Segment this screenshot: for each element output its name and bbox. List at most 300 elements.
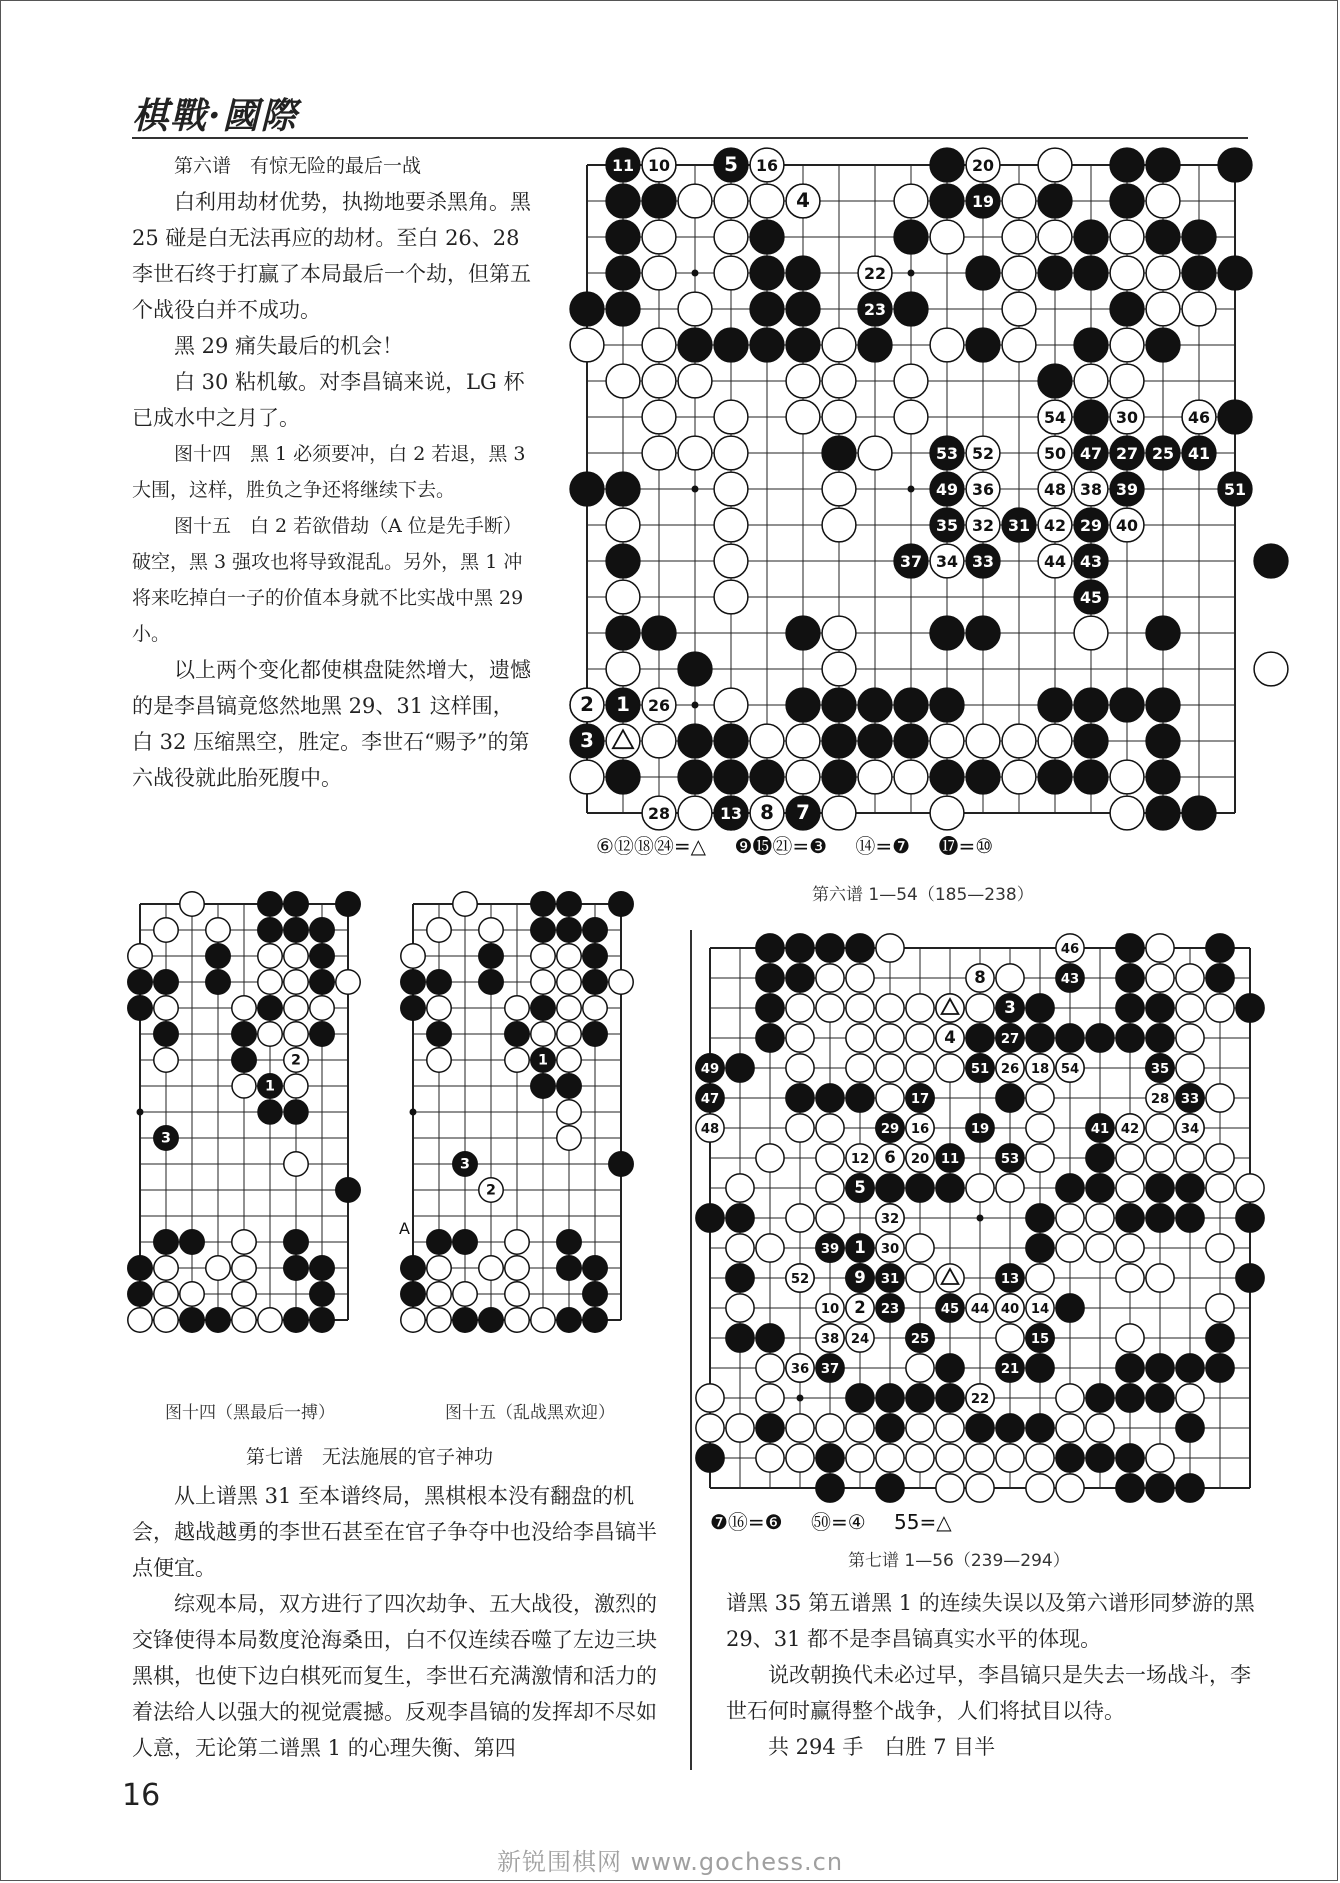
white-stone (726, 1414, 754, 1442)
white-stone (258, 944, 282, 968)
white-stone (401, 944, 425, 968)
white-stone (606, 364, 640, 398)
black-stone (310, 970, 334, 994)
black-stone (531, 996, 555, 1020)
black-stone (1182, 796, 1216, 830)
white-stone (930, 724, 964, 758)
black-stone (858, 688, 892, 722)
black-stone (822, 436, 856, 470)
move-number: 30 (880, 1242, 900, 1258)
white-stone (936, 1054, 964, 1082)
white-stone (180, 892, 204, 916)
move-number: 38 (1079, 480, 1103, 500)
black-stone (1146, 328, 1180, 362)
white-stone (531, 944, 555, 968)
section7-heading: 第七谱 无法施展的官子神功 (246, 1446, 494, 1468)
black-stone (583, 944, 607, 968)
black-stone (1182, 256, 1216, 290)
star-point (692, 486, 699, 493)
go-board-figure-14 (132, 892, 392, 1382)
move-number: 37 (899, 552, 923, 572)
white-stone (570, 760, 604, 794)
black-stone (1218, 148, 1252, 182)
move-number: 26 (1000, 1062, 1020, 1078)
white-stone (966, 724, 1000, 758)
move-number: 22 (970, 1392, 990, 1408)
white-stone (642, 328, 676, 362)
white-stone (714, 400, 748, 434)
black-stone (786, 688, 820, 722)
black-stone (180, 1308, 204, 1332)
white-stone (822, 472, 856, 506)
black-stone (726, 1054, 754, 1082)
black-stone (936, 1174, 964, 1202)
move-number: 31 (1007, 516, 1031, 536)
white-stone (930, 328, 964, 362)
black-stone (936, 1384, 964, 1412)
white-stone (427, 1308, 451, 1332)
move-number: 46 (1060, 942, 1080, 958)
white-stone (786, 1114, 814, 1142)
white-stone (453, 1282, 477, 1306)
white-stone (154, 918, 178, 942)
white-stone (816, 994, 844, 1022)
move-number: 36 (971, 480, 995, 500)
black-stone (966, 256, 1000, 290)
white-stone (966, 1444, 994, 1472)
move-number: 43 (1079, 552, 1103, 572)
black-stone (726, 1264, 754, 1292)
black-stone (1056, 1294, 1084, 1322)
white-stone (678, 184, 712, 218)
black-stone (557, 1256, 581, 1280)
black-stone (1176, 1204, 1204, 1232)
black-stone (1146, 148, 1180, 182)
white-stone (642, 364, 676, 398)
white-stone (505, 1048, 529, 1072)
move-number: 48 (700, 1122, 720, 1138)
move-number: 41 (1090, 1122, 1110, 1138)
black-stone (756, 934, 784, 962)
black-stone (750, 256, 784, 290)
white-stone (1206, 1234, 1234, 1262)
black-stone (786, 934, 814, 962)
page-number: 16 (122, 1778, 161, 1813)
white-stone (750, 184, 784, 218)
move-number: 29 (880, 1122, 900, 1138)
white-stone (1026, 1444, 1054, 1472)
section6-paragraph: 图十五 白 2 若欲借劫（A 位是先手断）破空，黑 3 强攻也将导致混乱。另外，黑 1 冲将来吃掉白一子的价值本身就不比实战中黑 29 小。 (132, 515, 524, 645)
black-stone (1146, 220, 1180, 254)
move-number: 24 (850, 1332, 870, 1348)
black-stone (1026, 994, 1054, 1022)
white-stone (786, 724, 820, 758)
black-stone (894, 688, 928, 722)
board6-note: ❾⓯㉑=❸ (734, 834, 828, 858)
black-stone (756, 964, 784, 992)
white-stone (180, 1282, 204, 1306)
move-number: 54 (1043, 408, 1067, 428)
black-stone (606, 292, 640, 326)
white-stone (232, 1256, 256, 1280)
white-stone (557, 996, 581, 1020)
white-stone (557, 970, 581, 994)
section7-text (132, 1478, 662, 1766)
white-stone (816, 1414, 844, 1442)
white-stone (756, 1444, 784, 1472)
white-stone (816, 1174, 844, 1202)
black-stone (505, 1022, 529, 1046)
black-stone (128, 996, 152, 1020)
star-point (908, 270, 915, 277)
white-stone (232, 1308, 256, 1332)
black-stone (966, 1024, 994, 1052)
black-stone (966, 616, 1000, 650)
black-stone (531, 1074, 555, 1098)
white-stone (1056, 1384, 1084, 1412)
white-stone (1002, 328, 1036, 362)
watermark: 新锐围棋网 www.gochess.cn (496, 1848, 844, 1876)
black-stone (310, 944, 334, 968)
black-stone (750, 220, 784, 254)
move-number: 2 (580, 693, 594, 717)
black-stone (1074, 688, 1108, 722)
white-stone (714, 544, 748, 578)
black-stone (750, 328, 784, 362)
white-stone (258, 1022, 282, 1046)
black-stone (1074, 400, 1108, 434)
black-stone (310, 1282, 334, 1306)
move-number: 2 (486, 1182, 496, 1199)
white-stone (1206, 1084, 1234, 1112)
black-stone (642, 616, 676, 650)
black-stone (583, 970, 607, 994)
black-stone (876, 1384, 904, 1412)
white-stone (1026, 1084, 1054, 1112)
white-stone (756, 1384, 784, 1412)
black-stone (858, 724, 892, 758)
move-number: 54 (1060, 1062, 1080, 1078)
black-stone (846, 934, 874, 962)
white-stone (427, 1282, 451, 1306)
black-stone (1116, 1474, 1144, 1502)
white-stone (284, 944, 308, 968)
white-stone (930, 220, 964, 254)
move-number: 25 (1151, 444, 1175, 464)
black-stone (1038, 688, 1072, 722)
black-stone (427, 970, 451, 994)
black-stone (876, 1474, 904, 1502)
black-stone (310, 1308, 334, 1332)
white-stone (1002, 724, 1036, 758)
white-stone (232, 996, 256, 1020)
white-stone (1146, 1144, 1174, 1172)
black-stone (1026, 1024, 1054, 1052)
move-number: 47 (700, 1092, 720, 1108)
black-stone (479, 970, 503, 994)
white-stone (714, 220, 748, 254)
white-stone (284, 970, 308, 994)
black-stone (930, 148, 964, 182)
white-stone (1086, 1204, 1114, 1232)
black-stone (786, 256, 820, 290)
white-stone (846, 1054, 874, 1082)
black-stone (606, 256, 640, 290)
white-stone (258, 970, 282, 994)
black-stone (678, 328, 712, 362)
black-stone (401, 1256, 425, 1280)
white-stone (232, 1282, 256, 1306)
column-divider (690, 930, 692, 1770)
move-number: 19 (971, 192, 995, 212)
move-number: 30 (1115, 408, 1139, 428)
white-stone (1056, 1204, 1084, 1232)
black-stone (401, 970, 425, 994)
white-stone (206, 918, 230, 942)
section7-paragraph: 综观本局，双方进行了四次劫争、五大战役，激烈的交锋使得本局数度沧海桑田，白不仅连续吞噬了左边三块黑棋，也使下边白棋死而复生，李世石充满激情和活力的着法给人以强大的视觉震撼。反观李昌镐的发挥却不尽如人意，无论第二谱黑 1 的心理失衡、第四 (132, 1592, 657, 1760)
black-stone (1074, 760, 1108, 794)
white-stone (906, 1414, 934, 1442)
move-number: 6 (884, 1148, 896, 1168)
move-number: 1 (616, 693, 630, 717)
white-stone (1002, 256, 1036, 290)
move-number: 16 (755, 156, 779, 176)
move-number: 29 (1079, 516, 1103, 536)
black-stone (401, 996, 425, 1020)
section6-paragraph: 图十四 黑 1 必须要冲，白 2 若退，黑 3 大围，这样，胜负之争还将继续下去。 (132, 443, 526, 501)
white-stone (846, 1414, 874, 1442)
black-stone (570, 292, 604, 326)
black-stone (583, 1308, 607, 1332)
move-number: 52 (971, 444, 995, 464)
black-stone (427, 1022, 451, 1046)
black-stone (1026, 1204, 1054, 1232)
white-stone (1146, 256, 1180, 290)
white-stone (966, 994, 994, 1022)
move-number: 19 (970, 1122, 990, 1138)
white-stone (894, 184, 928, 218)
white-stone (1002, 220, 1036, 254)
go-board-diagram-7 (700, 928, 1265, 1513)
white-stone (1116, 1234, 1144, 1262)
white-stone (1236, 1174, 1264, 1202)
move-number: 39 (1115, 480, 1139, 500)
move-number: 1 (265, 1078, 275, 1095)
move-number: 23 (880, 1302, 900, 1318)
white-stone (1056, 1474, 1084, 1502)
move-number: 42 (1043, 516, 1067, 536)
move-number: 13 (1000, 1272, 1020, 1288)
black-stone (1038, 364, 1072, 398)
black-stone (232, 1048, 256, 1072)
white-stone (1146, 1114, 1174, 1142)
black-stone (846, 1084, 874, 1112)
white-stone (1116, 1174, 1144, 1202)
black-stone (570, 472, 604, 506)
move-number: 45 (1079, 588, 1103, 608)
white-stone (906, 1024, 934, 1052)
move-number: 35 (1150, 1062, 1170, 1078)
white-stone (822, 400, 856, 434)
white-stone (726, 1234, 754, 1262)
black-stone (232, 1022, 256, 1046)
move-number: 37 (820, 1362, 840, 1378)
white-stone (714, 688, 748, 722)
white-stone (726, 1174, 754, 1202)
black-stone (786, 616, 820, 650)
white-stone (876, 1054, 904, 1082)
black-stone (1116, 994, 1144, 1022)
black-stone (894, 724, 928, 758)
white-stone (906, 1264, 934, 1292)
black-stone (258, 918, 282, 942)
star-point (410, 1109, 417, 1116)
black-stone (696, 1204, 724, 1232)
white-stone (1206, 1144, 1234, 1172)
white-stone (786, 1054, 814, 1082)
move-number: 3 (460, 1156, 470, 1173)
point-label: A (399, 1219, 410, 1238)
white-stone (1176, 964, 1204, 992)
white-stone (966, 1174, 994, 1202)
black-stone (154, 1022, 178, 1046)
white-stone (1146, 184, 1180, 218)
black-stone (154, 970, 178, 994)
black-stone (310, 1256, 334, 1280)
black-stone (180, 1230, 204, 1254)
black-stone (750, 292, 784, 326)
move-number: 11 (611, 156, 635, 176)
black-stone (606, 760, 640, 794)
white-stone (479, 1256, 503, 1280)
black-stone (206, 970, 230, 994)
white-stone (822, 616, 856, 650)
white-stone (505, 1282, 529, 1306)
fig14-caption: 图十四（黑最后一搏） (165, 1403, 335, 1423)
white-stone (606, 652, 640, 686)
black-stone (1182, 220, 1216, 254)
black-stone (1086, 1174, 1114, 1202)
black-stone (726, 1204, 754, 1232)
white-stone (786, 1204, 814, 1232)
white-stone (606, 508, 640, 542)
game-result: 共 294 手 白胜 7 目半 (768, 1735, 996, 1759)
move-number: 12 (850, 1152, 870, 1168)
black-stone (930, 760, 964, 794)
black-stone (906, 1174, 934, 1202)
black-stone (876, 1414, 904, 1442)
white-stone (1026, 1474, 1054, 1502)
black-stone (557, 1308, 581, 1332)
black-stone (1218, 256, 1252, 290)
white-stone (128, 1308, 152, 1332)
black-stone (696, 1444, 724, 1472)
white-stone (479, 918, 503, 942)
black-stone (427, 1230, 451, 1254)
black-stone (816, 934, 844, 962)
white-stone (786, 1024, 814, 1052)
white-stone (876, 1024, 904, 1052)
black-stone (1236, 1204, 1264, 1232)
white-stone (858, 436, 892, 470)
black-stone (756, 994, 784, 1022)
black-stone (1110, 148, 1144, 182)
white-stone (206, 1256, 230, 1280)
white-stone (427, 1256, 451, 1280)
white-stone (1182, 292, 1216, 326)
black-stone (479, 944, 503, 968)
move-number: 48 (1043, 480, 1067, 500)
move-number: 53 (1000, 1152, 1020, 1168)
star-point (908, 486, 915, 493)
white-stone (756, 1354, 784, 1382)
black-stone (1086, 1384, 1114, 1412)
white-stone (609, 970, 633, 994)
black-stone (154, 1230, 178, 1254)
black-stone (284, 918, 308, 942)
white-stone (1254, 652, 1288, 686)
white-stone (154, 1308, 178, 1332)
move-number: 13 (719, 804, 743, 824)
white-stone (822, 328, 856, 362)
white-stone (642, 256, 676, 290)
white-stone (427, 1048, 451, 1072)
black-stone (1056, 1174, 1084, 1202)
move-number: 5 (854, 1178, 866, 1198)
white-stone (258, 1308, 282, 1332)
white-stone (816, 1204, 844, 1232)
black-stone (906, 1384, 934, 1412)
white-stone (1002, 760, 1036, 794)
white-stone (154, 1256, 178, 1280)
move-number: 51 (970, 1062, 990, 1078)
white-stone (894, 400, 928, 434)
white-stone (786, 1414, 814, 1442)
white-stone (846, 994, 874, 1022)
move-number: 40 (1115, 516, 1139, 536)
white-stone (750, 724, 784, 758)
black-stone (609, 1152, 633, 1176)
white-stone (1002, 184, 1036, 218)
move-number: 17 (910, 1092, 930, 1108)
white-stone (714, 472, 748, 506)
white-stone (1056, 1234, 1084, 1262)
black-stone (1056, 1444, 1084, 1472)
black-stone (786, 328, 820, 362)
black-stone (606, 544, 640, 578)
move-number: 52 (790, 1272, 810, 1288)
white-stone (876, 934, 904, 962)
black-stone (336, 892, 360, 916)
white-stone (846, 964, 874, 992)
black-stone (1206, 1354, 1234, 1382)
black-stone (786, 964, 814, 992)
black-stone (206, 1308, 230, 1332)
black-stone (1146, 760, 1180, 794)
white-stone (858, 760, 892, 794)
black-stone (128, 1282, 152, 1306)
black-stone (1146, 1174, 1174, 1202)
white-stone (1206, 994, 1234, 1022)
move-number: 32 (971, 516, 995, 536)
move-number: 28 (1150, 1092, 1170, 1108)
white-stone (906, 1354, 934, 1382)
black-stone (714, 328, 748, 362)
move-number: 21 (1000, 1362, 1020, 1378)
board7-note: ❼⑯=❻ (710, 1510, 783, 1534)
black-stone (966, 760, 1000, 794)
white-stone (1146, 292, 1180, 326)
